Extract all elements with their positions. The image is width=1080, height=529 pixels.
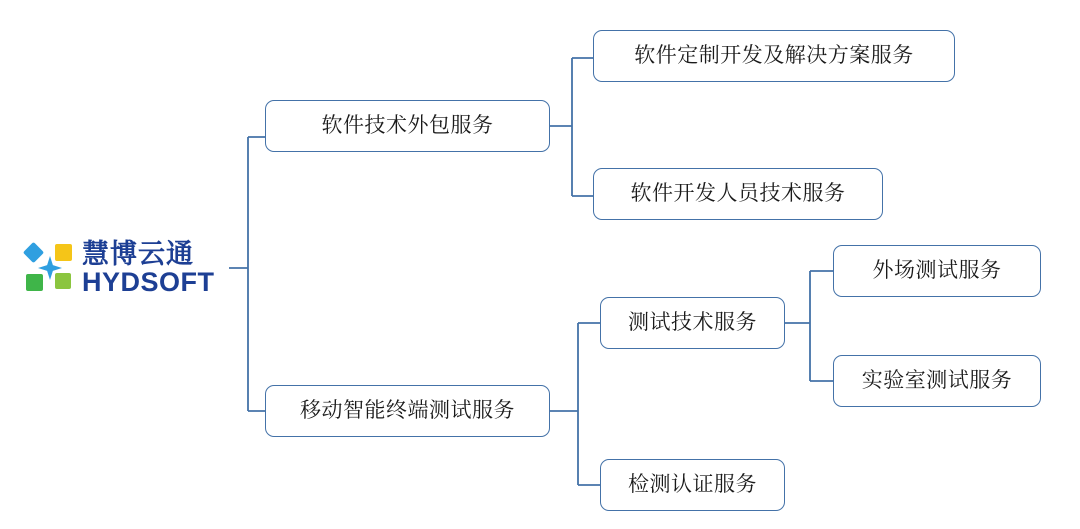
node-field-testing[interactable]: 外场测试服务 bbox=[833, 245, 1041, 297]
node-custom-development[interactable]: 软件定制开发及解决方案服务 bbox=[593, 30, 955, 82]
node-software-outsourcing[interactable]: 软件技术外包服务 bbox=[265, 100, 550, 152]
logo-chinese-name: 慧博云通 bbox=[82, 238, 194, 269]
node-lab-testing[interactable]: 实验室测试服务 bbox=[833, 355, 1041, 407]
node-certification-service[interactable]: 检测认证服务 bbox=[600, 459, 785, 511]
company-logo bbox=[24, 232, 229, 304]
logo-text bbox=[82, 240, 215, 297]
logo-mark-icon bbox=[24, 242, 76, 294]
logo-english-name: HYDSOFT bbox=[82, 267, 215, 297]
node-testing-technology[interactable]: 测试技术服务 bbox=[600, 297, 785, 349]
node-developer-staffing[interactable]: 软件开发人员技术服务 bbox=[593, 168, 883, 220]
node-mobile-terminal-testing[interactable]: 移动智能终端测试服务 bbox=[265, 385, 550, 437]
